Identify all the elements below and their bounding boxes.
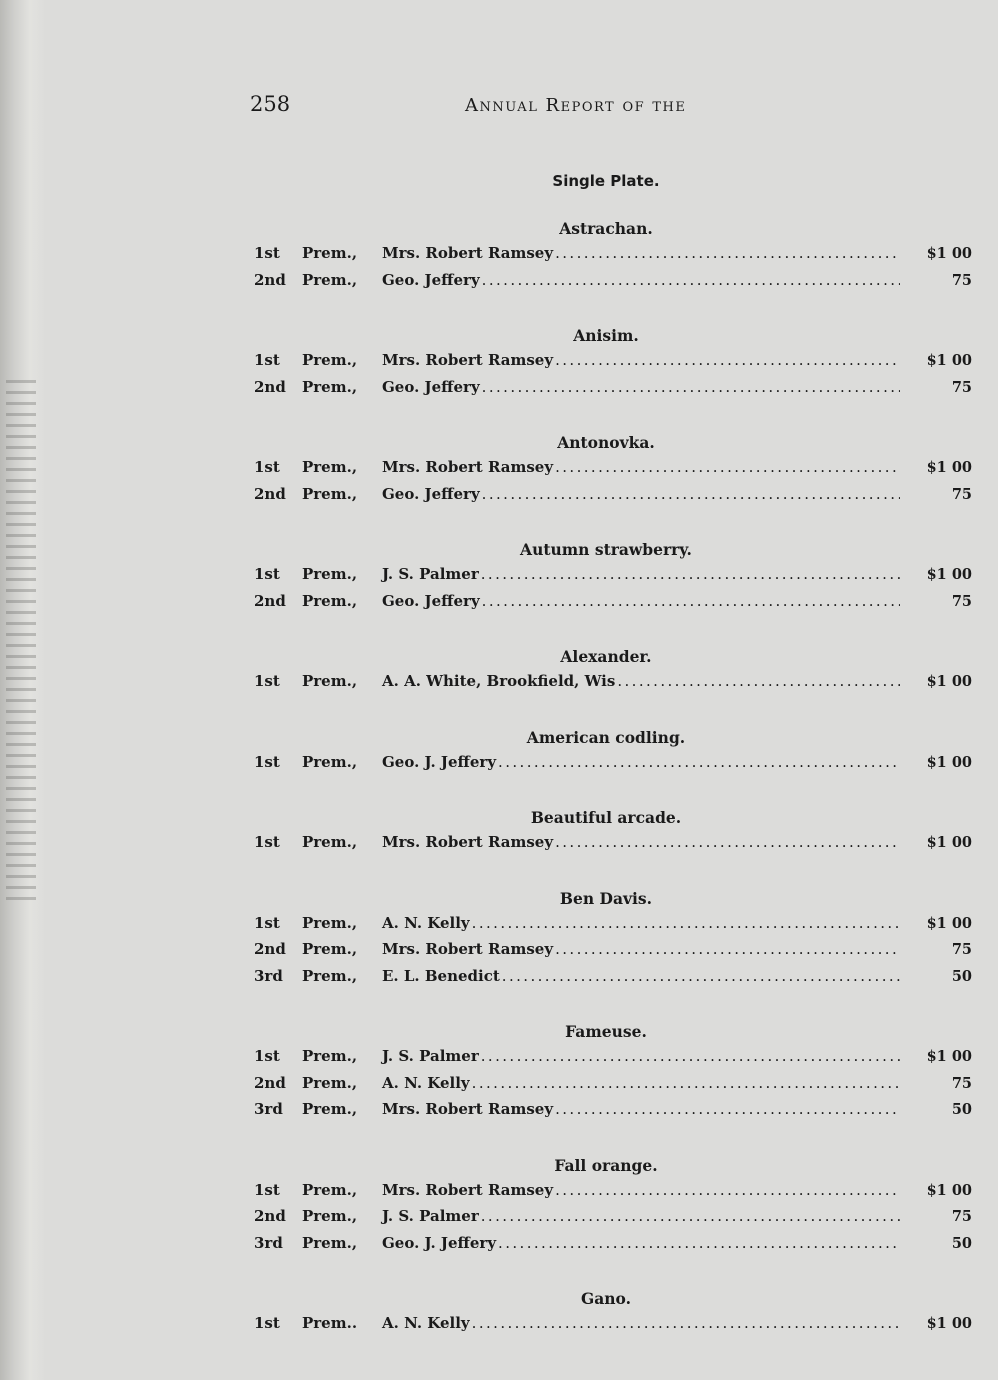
page-number: 258 (250, 92, 291, 116)
exhibitor-name: J. S. Palmer (382, 1047, 479, 1065)
exhibitor-name: Geo. J. Jeffery (382, 752, 497, 771)
premium-label: Prem., (302, 833, 358, 851)
premium-entry (250, 1181, 972, 1208)
premium-amount: $1 00 (926, 1181, 972, 1199)
exhibitor-name: J. S. Palmer (382, 565, 479, 583)
leader-dots (472, 914, 900, 932)
exhibitor-name: Mrs. Robert Ramsey (382, 1100, 554, 1118)
exhibitor-name: J. S. Palmer (382, 1207, 479, 1225)
premium-amount: $1 00 (926, 753, 972, 771)
exhibitor-name: Mrs. Robert Ramsey (382, 244, 554, 262)
leader-dots (482, 378, 900, 396)
variety-title: Astrachan. (559, 219, 653, 238)
variety-title: Alexander. (560, 647, 652, 666)
premium-rank: 2nd (254, 377, 286, 396)
premium-entry (250, 672, 972, 699)
premium-rank: 3rd (254, 1233, 283, 1252)
premium-label: Prem., (302, 270, 358, 289)
premium-label: Prem.. (302, 1314, 358, 1332)
premium-amount: $1 00 (926, 245, 972, 262)
variety-title: Fall orange. (554, 1155, 658, 1175)
leader-dots (482, 592, 900, 610)
premium-amount: 50 (951, 1101, 972, 1118)
premium-entry (250, 565, 972, 592)
premium-rank: 1st (254, 1047, 280, 1065)
premium-amount: $1 00 (926, 914, 972, 932)
premium-label: Prem., (302, 565, 358, 583)
premium-entry (250, 833, 972, 860)
premium-rank: 1st (254, 565, 280, 583)
exhibitor-name: Geo. Jeffery (382, 591, 480, 610)
leader-dots (555, 833, 900, 851)
exhibitor-name: Mrs. Robert Ramsey (382, 458, 554, 476)
premium-amount: 75 (951, 941, 972, 958)
variety-title: American codling. (526, 727, 686, 747)
leader-dots (617, 672, 900, 690)
exhibitor-name: A. A. White, Brookfield, Wis (382, 672, 616, 690)
premium-entry (250, 753, 972, 780)
premium-entry (250, 351, 972, 378)
premium-group (250, 889, 972, 994)
premium-label: Prem., (302, 351, 358, 369)
exhibitor-name: E. L. Benedict (382, 966, 500, 985)
variety-title: Anisim. (573, 326, 639, 345)
exhibitor-name: A. N. Kelly (382, 913, 470, 932)
leader-dots (555, 458, 900, 476)
premium-amount: $1 00 (926, 673, 972, 690)
premium-label: Prem., (302, 591, 358, 610)
premium-rank: 2nd (254, 484, 286, 503)
premium-rank: 2nd (254, 270, 286, 289)
premium-entry (250, 271, 972, 298)
leader-dots (498, 753, 900, 771)
premium-group (250, 219, 972, 297)
premium-group (250, 1156, 972, 1261)
premium-rank: 1st (254, 1314, 280, 1332)
premium-amount: $1 00 (926, 1315, 972, 1332)
page-edge (0, 0, 46, 1380)
leader-dots (472, 1074, 900, 1092)
premium-rank: 3rd (254, 966, 283, 985)
premium-label: Prem., (302, 940, 358, 958)
premium-rank: 1st (254, 833, 280, 851)
premium-rank: 2nd (254, 940, 286, 958)
variety-title: Gano. (580, 1289, 631, 1308)
premium-group (250, 647, 972, 699)
premium-rank: 1st (254, 351, 280, 369)
premium-label: Prem., (302, 672, 358, 690)
premium-label: Prem., (302, 484, 358, 503)
premium-amount: $1 00 (926, 459, 972, 476)
premium-label: Prem., (302, 1073, 358, 1092)
premium-entry (250, 1100, 972, 1127)
variety-title: Fameuse. (565, 1022, 647, 1041)
premium-label: Prem., (302, 1207, 358, 1225)
premium-amount: 50 (951, 1234, 972, 1252)
variety-title: Beautiful arcade. (530, 808, 682, 827)
premium-amount: 75 (951, 485, 972, 503)
premium-entry (250, 914, 972, 941)
premium-entry (250, 378, 972, 405)
premium-label: Prem., (302, 458, 358, 476)
exhibitor-name: A. N. Kelly (382, 1314, 470, 1332)
variety-title: Autumn strawberry. (520, 540, 692, 559)
premium-amount: 75 (951, 271, 972, 289)
premium-label: Prem., (302, 1047, 358, 1065)
exhibitor-name: Mrs. Robert Ramsey (382, 833, 554, 851)
exhibitor-name: Mrs. Robert Ramsey (382, 1180, 554, 1199)
premium-label: Prem., (302, 1100, 358, 1118)
leader-dots (555, 1181, 900, 1199)
leader-dots (472, 1314, 900, 1332)
leader-dots (498, 1234, 900, 1252)
premium-label: Prem., (302, 377, 358, 396)
leader-dots (481, 1207, 900, 1225)
leader-dots (502, 967, 900, 985)
exhibitor-name: Geo. Jeffery (382, 270, 480, 289)
premium-entry (250, 940, 972, 967)
premium-amount: 75 (951, 1074, 972, 1092)
premium-group (250, 728, 972, 780)
leader-dots (555, 351, 900, 369)
premium-entry (250, 1234, 972, 1261)
premium-groups (250, 219, 972, 1341)
leader-dots (481, 1047, 900, 1065)
leader-dots (555, 940, 900, 958)
premium-group (250, 1289, 972, 1341)
premium-rank: 2nd (254, 1073, 286, 1092)
exhibitor-name: Mrs. Robert Ramsey (382, 940, 554, 958)
premium-amount: 75 (951, 1208, 972, 1225)
running-head: Annual Report of the (465, 95, 687, 116)
premium-entry (250, 485, 972, 512)
premium-entry (250, 1074, 972, 1101)
page-content (250, 92, 972, 1341)
section-title: Single Plate. (552, 172, 660, 190)
premium-amount: $1 00 (926, 1048, 972, 1065)
exhibitor-name: Geo. Jeffery (382, 484, 480, 503)
premium-rank: 1st (254, 672, 280, 690)
leader-dots (482, 485, 900, 503)
premium-amount: $1 00 (926, 352, 972, 369)
premium-label: Prem., (302, 752, 358, 771)
premium-group (250, 1022, 972, 1127)
premium-entry (250, 1207, 972, 1234)
exhibitor-name: Mrs. Robert Ramsey (382, 351, 554, 369)
premium-entry (250, 592, 972, 619)
premium-rank: 1st (254, 752, 280, 771)
leader-dots (481, 565, 900, 583)
premium-label: Prem., (302, 966, 358, 985)
leader-dots (555, 244, 900, 262)
premium-rank: 1st (254, 458, 280, 476)
premium-rank: 1st (254, 244, 280, 262)
premium-amount: 75 (951, 378, 972, 396)
premium-entry (250, 967, 972, 994)
premium-entry (250, 1314, 972, 1341)
variety-title: Ben Davis. (559, 888, 653, 908)
premium-rank: 1st (254, 913, 280, 932)
exhibitor-name: A. N. Kelly (382, 1073, 470, 1092)
exhibitor-name: Geo. J. Jeffery (382, 1233, 497, 1252)
premium-label: Prem., (302, 244, 358, 262)
page-header (250, 92, 972, 132)
premium-rank: 1st (254, 1180, 280, 1199)
premium-entry (250, 1047, 972, 1074)
premium-label: Prem., (302, 913, 358, 932)
premium-amount: $1 00 (926, 566, 972, 583)
premium-group (250, 326, 972, 404)
variety-title: Antonovka. (557, 433, 655, 452)
premium-rank: 2nd (254, 591, 286, 610)
premium-rank: 3rd (254, 1100, 283, 1118)
premium-group (250, 808, 972, 860)
exhibitor-name: Geo. Jeffery (382, 377, 480, 396)
premium-entry (250, 244, 972, 271)
leader-dots (555, 1100, 900, 1118)
premium-amount: 50 (951, 967, 972, 985)
premium-amount: $1 00 (926, 834, 972, 851)
premium-label: Prem., (302, 1180, 358, 1199)
premium-rank: 2nd (254, 1207, 286, 1225)
premium-group (250, 433, 972, 511)
premium-entry (250, 458, 972, 485)
premium-amount: 75 (951, 592, 972, 610)
premium-group (250, 540, 972, 618)
leader-dots (482, 271, 900, 289)
premium-label: Prem., (302, 1233, 358, 1252)
